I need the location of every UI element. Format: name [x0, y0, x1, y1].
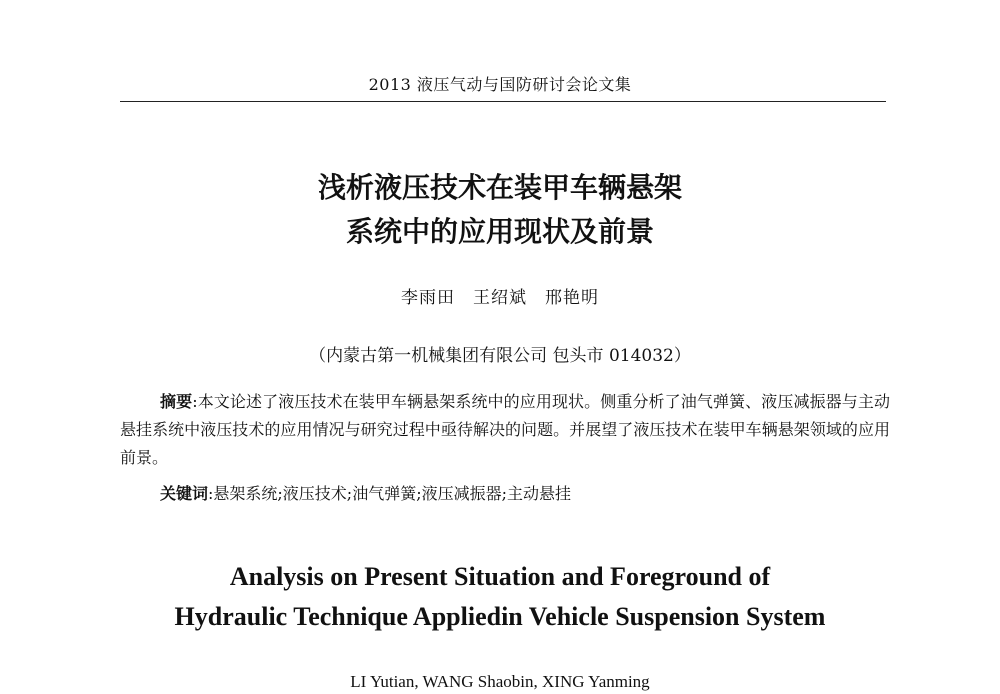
authors-cn: 李雨田 王绍斌 邢艳明 [401, 288, 599, 308]
abstract [120, 388, 890, 472]
keywords-text: :悬架系统;液压技术;油气弹簧;液压减振器;主动悬挂 [208, 484, 571, 503]
title-en-line-1: Analysis on Present Situation and Foreground of [229, 562, 771, 591]
abstract-text: :本文论述了液压技术在装甲车辆悬架系统中的应用现状。侧重分析了油气弹簧、液压减振器与主动悬挂系统中液压技术的应用情况与研究过程中亟待解决的问题。并展望了液压技术在装甲车辆悬架领域的应用前景。 [120, 392, 890, 467]
keywords [160, 481, 571, 504]
paper-title-cn [0, 166, 1000, 254]
title-cn-line-2: 系统中的应用现状及前景 [345, 215, 654, 248]
affiliation: （内蒙古第一机械集团有限公司 包头市 014032） [309, 346, 691, 366]
authors-en: LI Yutian, WANG Shaobin, XING Yanming [350, 672, 650, 691]
title-cn-line-1: 浅析液压技术在装甲车辆悬架 [317, 171, 682, 204]
header-rule [120, 101, 886, 102]
title-en-line-2: Hydraulic Technique Appliedin Vehicle Suspension System [174, 602, 826, 631]
abstract-label: 摘要 [160, 392, 193, 411]
keywords-label: 关键词 [160, 484, 209, 503]
running-header: 2013 液压气动与国防研讨会论文集 [368, 75, 632, 94]
paper-title-en [0, 557, 1000, 637]
